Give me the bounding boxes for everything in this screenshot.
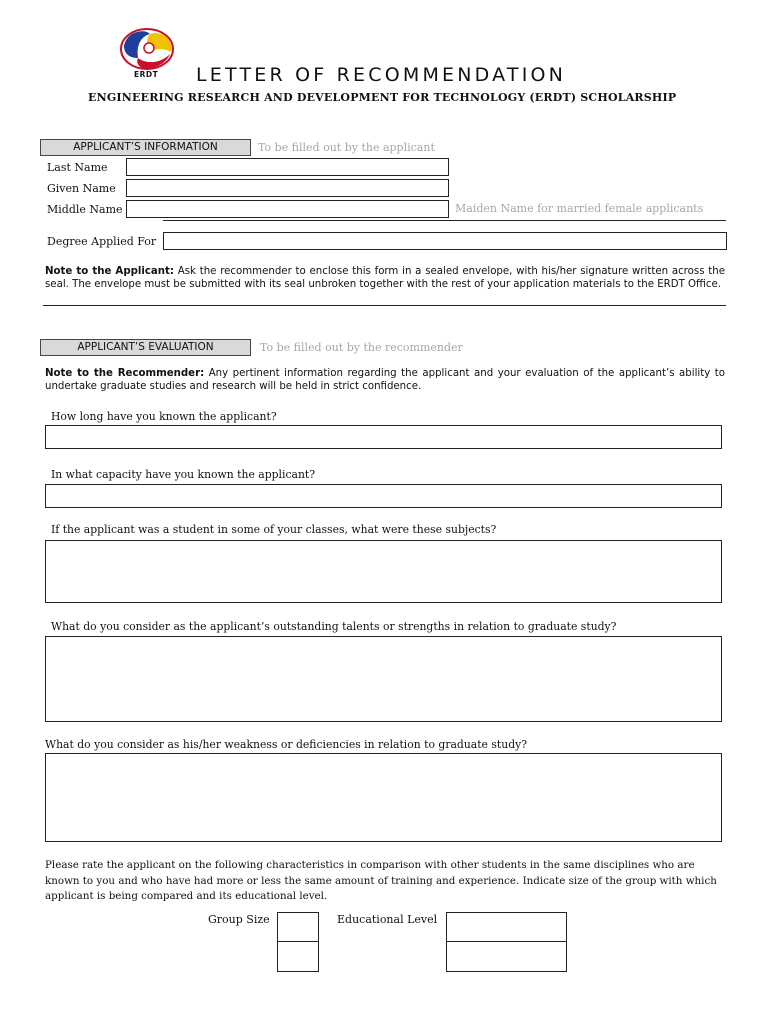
educational-level-field-2[interactable] — [446, 941, 567, 972]
recommender-note-label: Note to the Recommender: — [45, 368, 205, 379]
group-size-field-1[interactable] — [277, 912, 319, 942]
applicant-note-label: Note to the Applicant: — [45, 266, 174, 277]
page-title: LETTER OF RECOMMENDATION — [196, 64, 567, 86]
last-name-label: Last Name — [47, 161, 108, 174]
applicant-note — [45, 265, 725, 291]
answer-how-long-field[interactable] — [45, 425, 722, 449]
last-name-field[interactable] — [126, 158, 449, 176]
given-name-field[interactable] — [126, 179, 449, 197]
applicant-note-text: Ask the recommender to enclose this form in a sealed envelope, with his/her signature written across the seal. The envelope must be submitted with its seal unbroken together with the rest of your application materials to the ERDT Office. — [45, 266, 725, 290]
answer-weaknesses-field[interactable] — [45, 753, 722, 842]
applicant-info-hint: To be filled out by the applicant — [258, 141, 435, 154]
applicant-evaluation-tab: APPLICANT’S EVALUATION — [40, 339, 251, 356]
question-weaknesses: What do you consider as his/her weakness or deficiencies in relation to graduate study? — [45, 738, 528, 751]
answer-capacity-field[interactable] — [45, 484, 722, 508]
group-size-field-2[interactable] — [277, 941, 319, 972]
erdt-logo — [116, 24, 178, 82]
middle-name-label: Middle Name — [47, 203, 123, 216]
middle-name-field[interactable] — [126, 200, 449, 218]
educational-level-label: Educational Level — [337, 913, 438, 926]
rating-instructions: Please rate the applicant on the following characteristics in comparison with other students in the same disciplines who are known to you and who have had more or less the same amount of training and experience. Indicate size of the group with which applicant is being compared and its educational level. — [45, 859, 717, 902]
applicant-information-tab: APPLICANT’S INFORMATION — [40, 139, 251, 156]
degree-applied-label: Degree Applied For — [47, 235, 157, 248]
question-subjects: If the applicant was a student in some of your classes, what were these subjects? — [51, 523, 497, 536]
applicant-section-divider — [43, 305, 726, 306]
recommender-note-text: Any pertinent information regarding the applicant and your evaluation of the applicant’s ability to undertake graduate studies and research will be held in strict confidence. — [45, 368, 725, 392]
degree-applied-field[interactable] — [163, 232, 727, 250]
recommender-note — [45, 367, 725, 393]
answer-strengths-field[interactable] — [45, 636, 722, 722]
given-name-label: Given Name — [47, 182, 116, 195]
question-capacity: In what capacity have you known the applicant? — [51, 468, 316, 481]
group-size-label: Group Size — [208, 913, 270, 926]
educational-level-field-1[interactable] — [446, 912, 567, 942]
question-how-long: How long have you known the applicant? — [51, 410, 277, 423]
logo-text: ERDT — [134, 70, 159, 79]
answer-subjects-field[interactable] — [45, 540, 722, 603]
middle-name-divider — [163, 220, 726, 221]
middle-name-hint: Maiden Name for married female applicants — [455, 202, 704, 215]
page-subtitle: ENGINEERING RESEARCH AND DEVELOPMENT FOR TECHNOLOGY (ERDT) SCHOLARSHIP — [88, 91, 677, 104]
question-strengths: What do you consider as the applicant’s outstanding talents or strengths in relation to graduate study? — [51, 620, 617, 633]
evaluation-hint: To be filled out by the recommender — [260, 341, 463, 354]
